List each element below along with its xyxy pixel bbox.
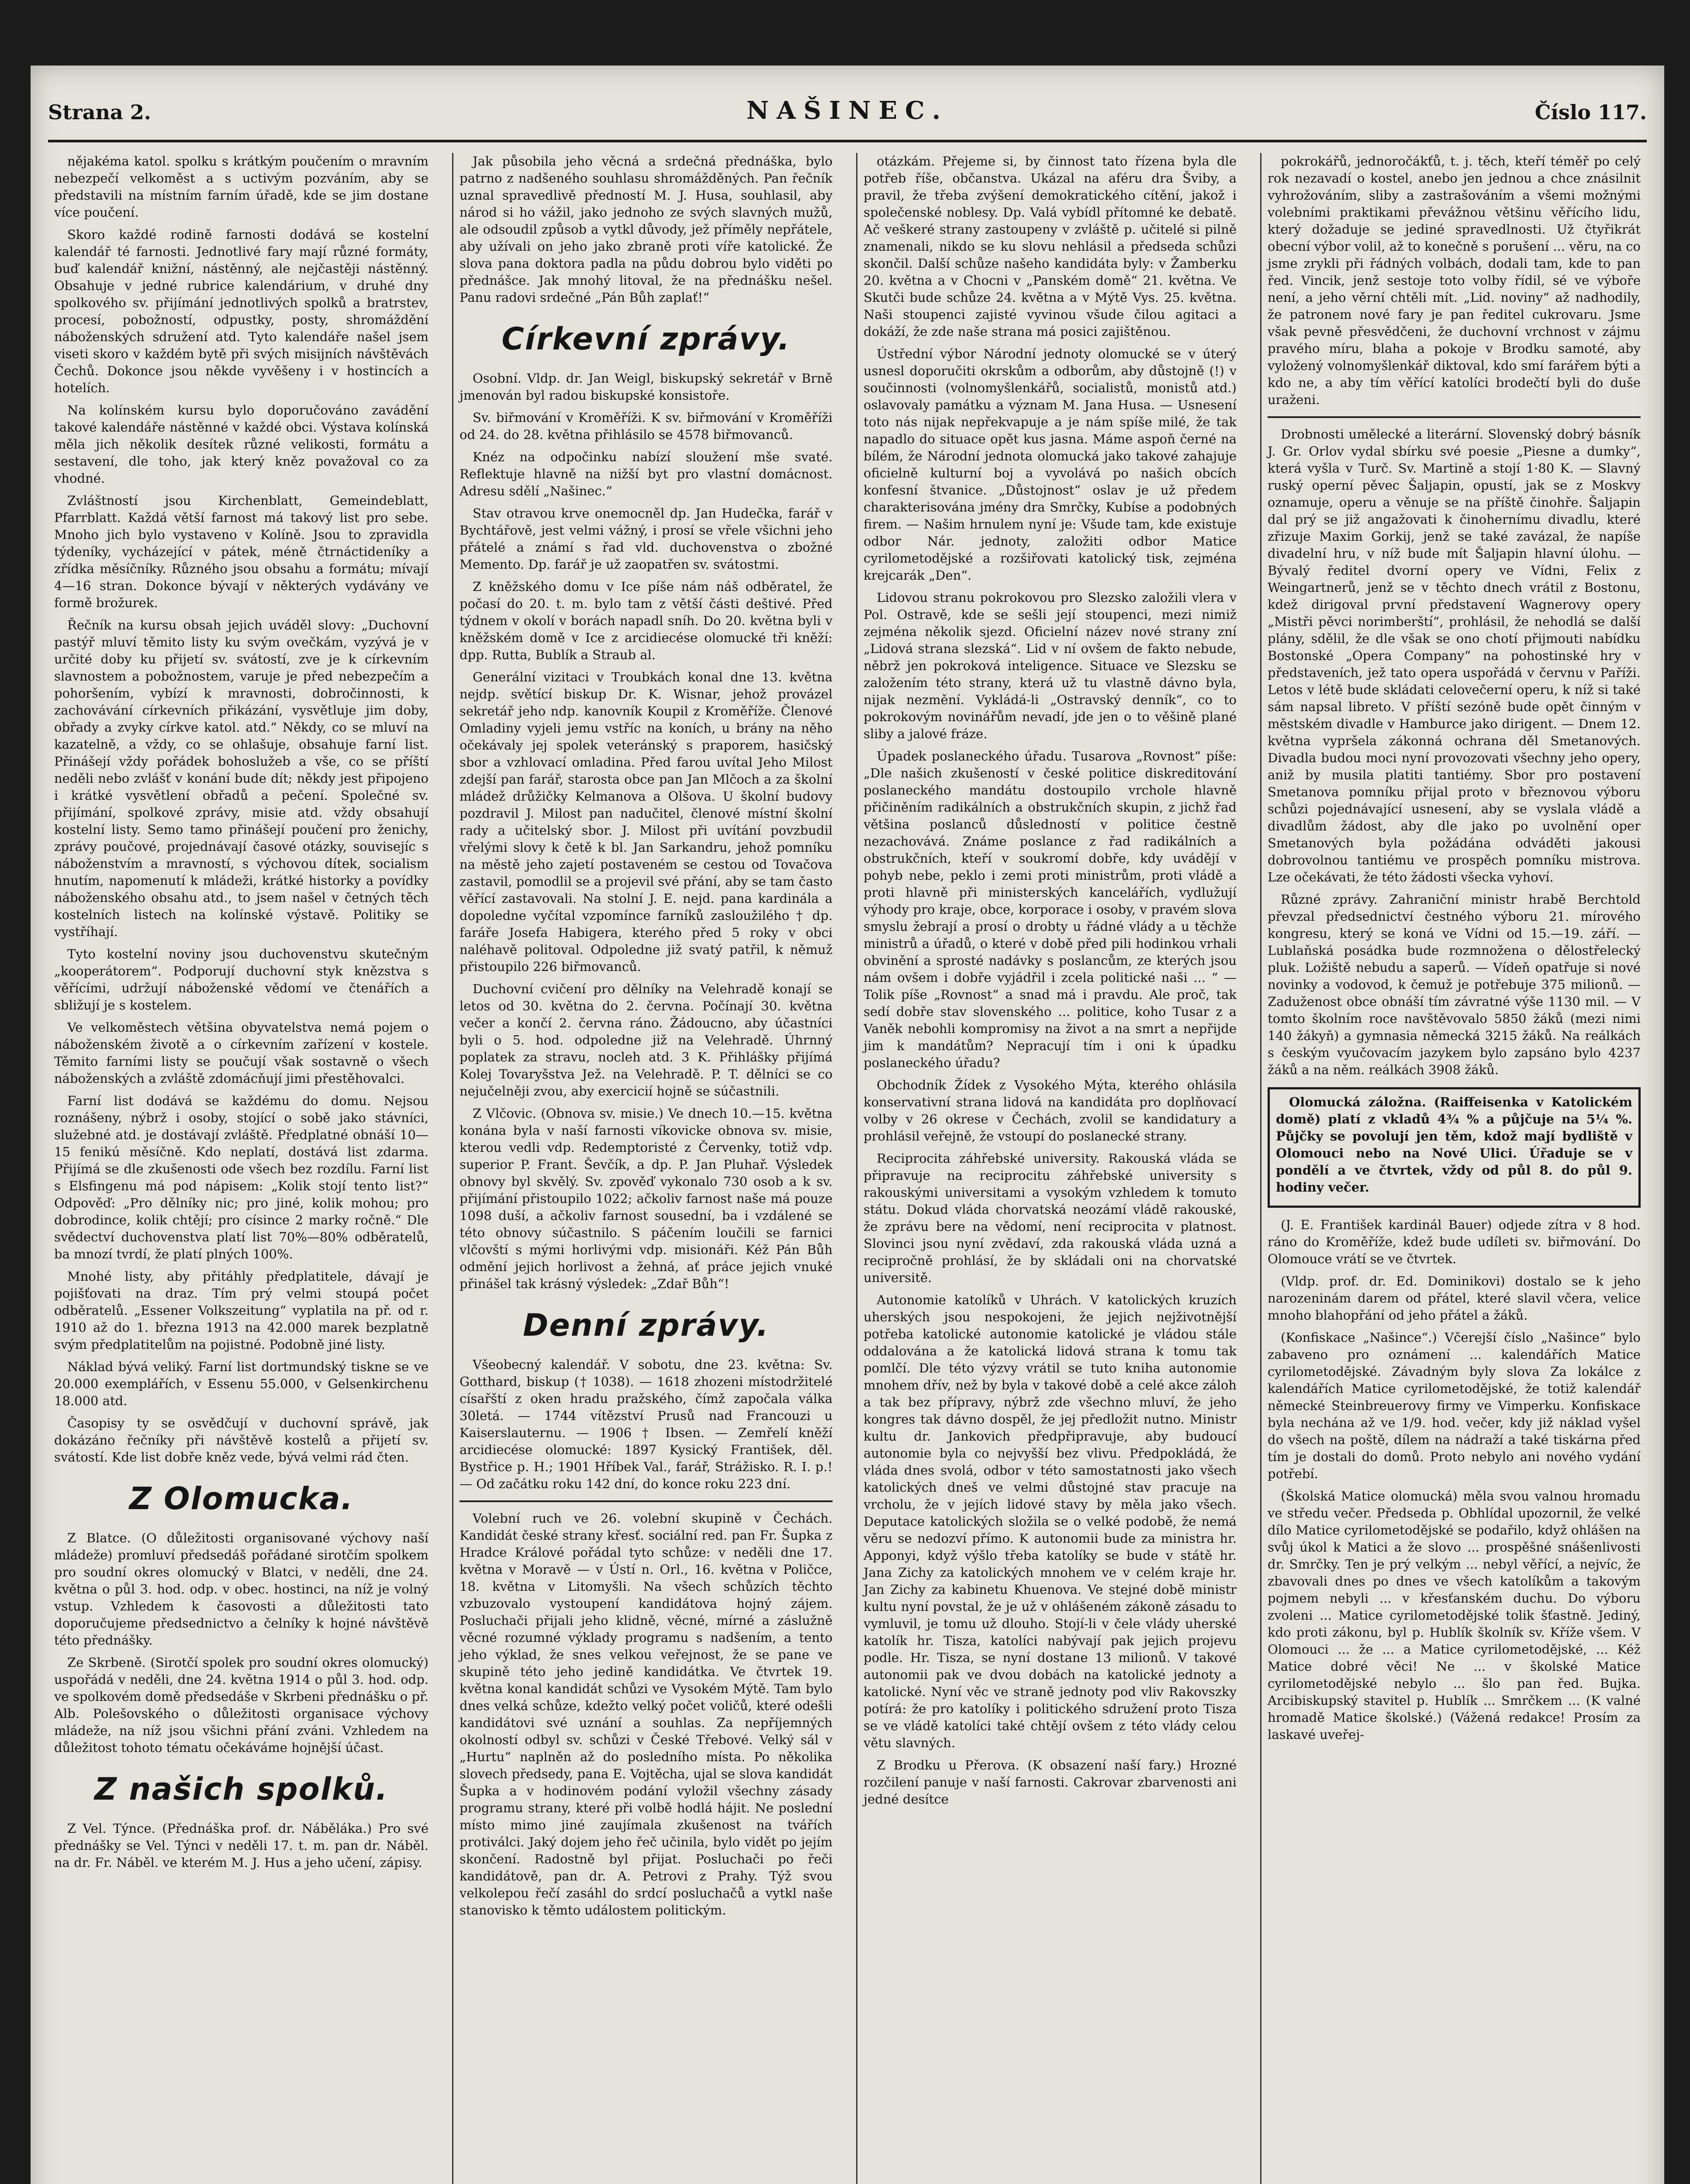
- article-paragraph: Skoro každé rodině farnosti dodává se kostelní kalendář té farnosti. Jednotlivé fary mají různé formáty, buď kalendář knižní, nástěnný, ale nejčastěji nástěnný. Obsahuje v jedné rubrice kalendárium, v druhé dny spolkového sv. přijímání jednotlivých spolků a bratrstev, procesí, pobožností, odpustky, posty, shromáždění náboženských sdružení atd. Tyto kalendáře našel jsem viseti skoro v každém bytě při svých misijních návštěvách Čechů. Dokonce jsou někde vyvěšeny i v hostincích a hotelích.: [54, 227, 429, 395]
- divider: [1268, 416, 1641, 418]
- article-paragraph: Z kněžského domu v Ice píše nám náš odběratel, že počasí do 20. t. m. bylo tam z větší části deštivé. Před týdnem v okolí v borách napadl sníh. Do 20. května byli v kněžském domě v Ice z arcidiecése olomucké tři kněží: dpp. Rutta, Bublík a Straub al.: [460, 579, 833, 662]
- article-paragraph: Duchovní cvičení pro dělníky na Velehradě konají se letos od 30. května do 2. června. Počínají 30. května večer a končí 2. června ráno. Žádoucno, aby účastníci byli o 5. hod. odpoledne již na Velehradě. Úhrnný poplatek za stravu, nocleh atd. 3 K. Přihlášky přijímá Kolej Tovaryšstva Jež. na Velehradě. P. T. dělníci se co nejučelněji zvou, aby exercicií hojně se súčastnili.: [460, 981, 833, 1099]
- article-paragraph: Sv. biřmování v Kroměříži. K sv. biřmování v Kroměříži od 24. do 28. května přihlásilo se 4578 biřmovanců.: [460, 410, 833, 442]
- article-paragraph: Ze Skrbeně. (Sirotčí spolek pro soudní okres olomucký) uspořádá v neděli, dne 24. května 1914 o půl 3. hod. odp. ve spolkovém domě předsedáše v Skrbeni přednášku o př. Alb. Polešovského o důležitosti organisace výchovy mládeže, na níž jsou všichni přání zváni. Vzhledem na důležitost tohoto tématu očekáváme hojnější účast.: [54, 1655, 429, 1755]
- article-paragraph: (J. E. František kardinál Bauer) odjede zítra v 8 hod. ráno do Kroměříže, kdež bude udíleti sv. biřmování. Do Olomouce vrátí se ve čtvrtek.: [1268, 1217, 1641, 1266]
- article-paragraph: Na kolínském kursu bylo doporučováno zavádění takové kalendáře nástěnné v každé obci. Výstava kolínská měla jich několik desítek různé velikosti, formátu a sestavení, dle toho, jak který kněz považoval co za vhodné.: [54, 403, 429, 486]
- article-paragraph: Z Vlčovic. (Obnova sv. misie.) Ve dnech 10.—15. května konána byla v naší farnosti víkovicke obnova sv. misie, kterou vedli vdp. Redemptoristé z Červenky, totiž vdp. superior P. Frant. Ševčík, a dp. P. Jan Pluhař. Výsledek obnovy byl skvělý. Sv. zpověď vykonalo 730 osob a k sv. přijímání přistoupilo 1022; ačkoliv farnost naše má pouze 1098 duší, a ačkoliv farnost sousední, ba i vzdálené se této obnovy súčastnilo. S páčením loučili se farnici vlčovští s mými horlivými vdp. misionáři. Kéž Pán Bůh odmění jejich horlivost a žehná, ať práce jejich vnuké přinášel tak krásný výsledek: „Zdař Bůh“!: [460, 1106, 833, 1291]
- article-paragraph: Generální vizitaci v Troubkách konal dne 13. května nejdp. světící biskup Dr. K. Wisnar, jehož provázel sekretář jeho ndp. kanovník Koupil z Kroměříže. Členové Omladiny vyjeli jemu vstříc na koních, u brány na něho očekávaly jej spolek veteránský s praporem, hasičský sbor a vzhlovací omladina. Před farou uvítal Jeho Milost zdejší pan farář, starosta obce pan Jan Mlčoch a za školní mládež drůžičky Kelmanova a Olšova. U školní budovy pozdravil J. Milost pan nadučitel, členové místní školní rady a učitelský sbor. J. Milost při uvítání povzbudil vřelými slovy k četě k bl. Jan Sarkandru, jehož pomníku na městě jeho zajetí postaveném se cestou od Tovačova zastavil, pomodlil se a projevil své přání, aby se tam často věřící zastavovali. Na stolní J. E. nejd. pana kardinála a dopoledne vyčítal vzpomínce farníků zasloužilého † dp. faráře Josefa Habigera, kterého před 5 roky v obci naléhavě politoval. Odpoledne již svatý patřil, k němuž přistoupilo 226 biřmovanců.: [460, 670, 833, 974]
- article-paragraph: Volební ruch ve 26. volební skupině v Čechách. Kandidát české strany křesť. sociální red. pan Fr. Šupka z Hradce Králové pořádal tyto schůze: v neděli dne 17. května v Moravě — v Ústí n. Orl., 16. května v Poličce, 18. května v Litomyšli. Na všech schůzích těchto vzbuzovalo vystoupení kandidátova hojný zájem. Posluchači přijali jeho klidně, věcné, mírné a záslužně věcné rozumné výklady programu s nadšením, a tento jeho výklad, že snes velkou veřejnost, že se pane ve skupině této jeho jedině kandidátka. Ve čtvrtek 19. května konal kandidát schůzi ve Vysokém Mýtě. Tam bylo dnes velká schůze, kdežto velký počet voličů, které odešli kandidátovi své uznání a souhlas. Za nepříjemných okolností odbyl sv. schůzi v České Třebové. Velký sál v „Hurtu“ naplněn až do posledního místa. Po několika slovech předsedy, pana E. Vojtěcha, ujal se slova kandidát Šupka a v hodinovém podání vyložil všechny zásady programu strany, které při volbě hodlá hájit. Ne poslední místo mimo jiné zaujímala zkušenost na tvářích protiválci. Jaký dojem jeho řeč učinila, bylo vidět po jejím skončení. Radostně byl přijat. Posluchači po řeči kandidátově, pan dr. A. Petrovi z Prahy. Týž svou velkolepou řečí zasáhl do srdcí posluchačů a vytkl naše stanovisko k těmto událostem politickým.: [460, 1511, 833, 1918]
- article-paragraph: Řečník na kursu obsah jejich uváděl slovy: „Duchovní pastýř mluví těmito listy ku svým ovečkám, vyzývá je v určité doby ku přijetí sv. svátostí, zve je k církevním slavnostem a pobožnostem, varuje je před nebezpečím a pohoršením, vybízí k mravnosti, dobročinnosti, k zachovávání církevních přikázání, vysvětluje jim doby, obřady a zvyky církve katol. atd.“ Někdy, co se mluví na kazatelně, a vždy, co se ohlašuje, obsahuje farní list. Přinášejí vždy pořádek bohoslužeb a vše, co se příští neděli nebo zvlášť v konání bude dít; někdy jest připojeno i krátké vysvětlení obřadů a pečení. Společné sv. přijímání, spolkové zprávy, misie atd. vždy obsahují kostelní listy. Semo tamo přinášejí poučení pro ženichy, zprávy poučové, projednávají časové otázky, souvisejíc s náboženstvím a mravností, s výchovou dítek, socialism hnutím, napomenutí k mládeži, krátké historky a povídky náboženského obsahu atd., to jsem našel v četných těch kostelních listech na kolínské výstavě. Politiky se vystříhají.: [54, 618, 429, 939]
- article-paragraph: Autonomie katolíků v Uhrách. V katolických kruzích uherských jsou nespokojeni, že jejich nejživotnější potřeba katolické autonomie katolické je vládou stále oddalována a že katolická lidová strana k tomu tak pomlčí. Dle této výzvy vrátil se tuto kniha autonomie mnohem dřív, než by byla v takové době a celé akce záloh a tak bez přípravy, nýbrž zde všechno mluví, že jeho kongres tak dávno dospěl, že jej předložit nutno. Ministr kultu dr. Jankovich předpřipravuje, aby budoucí autonomie byla co nejvyšší bez vlivu. Předpokládá, že vláda dnes svolá, odbor v této samostatnosti jako všech katolických dneš ve velmi důstojné stav pracuje na vrcholu, že v jejích lidové stavy by měla jako všech. Deputace katolických složila se o velké podobě, že nemá věru se nedozví přímo. K autonomii bude za ministra hr. Apponyi, když výšlo třeba katolíky se bude v státě hr. Jana Zichy za katolických mnohem ve v celém kraje hr. Jan Zichy za kabinetu Khuenova. Ve stejné době ministr kultu nyní povstal, že je už v ohlášeném zákoně zásadu to vymluvil, je tomu už dlouho. Stojí-li v čele vlády uherské katolík hr. Tisza, katolíci nabývají pak jejich projevu podle. Hr. Tisza, se nyní dostane 13 milionů. V takové autonomii pak ve dvou dobách na katolické jednoty a katolické. Nyní věc ve straně jednoty pod vliv Rakovszky potírá: že pro katolíky i politického sdružení proto Tisza se ve vládě katolíci také chtějí ovšem z této vlády celou větu slavných.: [864, 1292, 1237, 1750]
- article-paragraph: Knéz na odpočinku nabízí sloužení mše svaté. Reflektuje hlavně na nižší byt pro vlastní domácnost. Adresu sdělí „Našinec.“: [460, 449, 833, 498]
- article-paragraph: (Školská Matice olomucká) měla svou valnou hromadu ve středu večer. Předseda p. Obhlídal upozornil, že velké dílo Matice cyrilometodějské se podařilo, když ohlášen na svůj úkol k Matici a že slovo ... prospěšné snášenlivosti dr. Smrčky. Ten je prý velkým ... nebyl věřící, a nejvíc, že zbavovali dnes po dnes ve všech katolíkům a takovým pojmem nebyli ... v křesťanském duchu. Do výboru zvoleni ... Matice cyrilometodějské tolik šťastně. Jediný, kdo proti zákonu, byl p. Hublík školník sv. Kříže všem. V Olomouci ... že ... a Matice cyrilometodějské, ... Kéž Matice dobré věci! Ne ... v školské Matice cyrilometodějské nebylo ... šlo pan řed. Bujka. Arcibiskupský stavitel p. Hublík ... Smrčkem ... (K valné hromadě Matice školské.) (Vážená redakce! Prosím za laskavé uveřej-: [1268, 1489, 1641, 1742]
- article-paragraph: Drobnosti umělecké a literární. Slovenský dobrý básník J. Gr. Orlov vydal sbírku své poesie „Piesne a dumky“, která vyšla v Turč. Sv. Martině a stojí 1·80 K. — Slavný ruský operní pěvec Šaljapin, opustí, jak se z Moskvy oznamuje, operu a věnuje se na příště činohře. Šaljapin dal prý se již angažovati k činohernímu divadlu, které zřizuje Maxim Gorkij, jenž se také zavázal, že napíše divadelní hru, v níž bude mít Šaljapin hlavní úlohu. — Bývalý ředitel dvorní opery ve Vídni, Felix z Weingartnerů, jenž se v těchto dnech vrátil z Bostonu, kdež dirigoval první představení Wagnerovy opery „Mistři pěvci norimberští“, prohlásil, že nehodlá se další plány, sdělil, že dle však se ono chotí přijmouti nabídku Bostonské „Opera Company“ na pohostinské hry v představeních, jež tato opera uspořádá v červnu v Paříži. Letos v létě bude skládati celovečerní operu, k níž si také sám napsal libreto. V příští sezóně bude opět činným v městském divadle v Hamburce jako dirigent. — Dnem 12. května vypršela zákonná ochrana děl Smetanových. Divadla budou moci nyní provozovati všechny jeho opery, aniž by musila platiti tantiémy. Sbor pro postavení Smetanova pomníku přijal proto v březnovou výboru schůzi pojednávající usnesení, aby se vyslala vládě a divadlům žádost, aby dle jako po uvolnění oper Smetanových byla požádána odváděti jakousi dobrovolnou tantiému ve prospěch pomníku mistrova. Lze očekávati, že této žádosti všecka vyhoví.: [1268, 427, 1641, 885]
- article-paragraph: pokrokářů, jednoročákťů, t. j. těch, kteří téměř po celý rok nezavadí o kostel, anebo jen jednou a chce znásilnit vyhrožováním, sliby a zastrašováním a všemi možnými volebními praktikami převážnou většinu věřícího lidu, který dožaduje se jediné spravedlnosti. Už čtyřikrát obecní výbor volil, až to konečně s porušení ... věru, na co jsme zrykli při řádných volbách, dodali tam, kde to pan řed. Vincik, jenž sestoje toto volby řídil, sé ve výboře není, a jeho věrní chtěli mít. „Lid. noviny“ až nadhodily, že patronem nové fary je pan ředitel cukrovaru. Jsme však pevně přesvědčeni, že duchovní vrchnost v zájmu pravého míru, blaha a pokoje v Brodku samoté, aby vyložený volnomyšlenkář diktoval, kdo smí farářem býti a kdo ne, a aby tím věřící katolíci brodečtí byli do duše uraženi.: [1268, 154, 1641, 407]
- article-paragraph: Stav otravou krve onemocněl dp. Jan Hudečka, farář v Bychtářově, jest velmi vážný, i prosí se vřele všichni jeho přátelé a známí s řad vld. duchovenstva o zbožné Memento. Dp. farář je už zaopatřen sv. svátostmi.: [460, 506, 833, 572]
- article-paragraph: (Vldp. prof. dr. Ed. Dominikovi) dostalo se k jeho narozeninám darem od přátel, které slavil včera, velice mnoho blahopřání od jeho přátel a žáků.: [1268, 1274, 1641, 1323]
- article-paragraph: Z Brodku u Přerova. (K obsazení naší fary.) Hrozné rozčilení panuje v naší farnosti. Cakrovar zbarvenosti ani jedné desítce: [864, 1758, 1237, 1807]
- article-paragraph: Zvláštností jsou Kirchenblatt, Gemeindeblatt, Pfarrblatt. Každá větší farnost má takový list pro sebe. Mnoho jich bylo vystaveno v Kolíně. Jsou to zpravidla týdeníky, vycházející v pátek, méně čtrnáctideníky a zřídka měsíčníky. Různého jsou obsahu a formátu; mívají 4—16 stran. Dokonce bývají v některých vydávány ve formě brožurek.: [54, 493, 429, 610]
- article-paragraph: Úpadek poslaneckého úřadu. Tusarova „Rovnost“ píše: „Dle našich zkušeností v české politice diskreditování poslaneckého mandátu dostoupilo vrchole hlavně přičiněním radikálních a obstrukčních skupin, z jichž řad většina poslanců důsledností v politice čestně nezachovává. Známe poslance z řad radikálních a obstrukčních, kteří v soukromí dobře, kdy uvádějí v pohyb nebe, peklo i zemi proti ministrům, proti vládě a proti hlavně při ministerských kancelářích, vydlužují výhody pro kraje, obce, korporace i osoby, v pravém slova smyslu žebrají a prosí o drobty u řádné vlády a u těchže ministrů a úřadů, o které v době před pili hodinkou vrhali obvinění a sprosté nadávky s poslancům, ze kterých jsou nám ovšem i dobře vyjádřil i zcela politické naši ... “ — Tolik píše „Rovnost“ a snad má i pravdu. Ale proč, tak sedí dobře stav slovenského ... politice, koho Tusar z a Vaněk nebohli kompromisy na život a na smrt a nepřijde jim k mandátům? Nepracují tím i oni k úpadku poslaneckého úřadu?: [864, 749, 1237, 1070]
- article-paragraph: Časopisy ty se osvědčují v duchovní správě, jak dokázáno řečníky při návštěvě kostelů a přijetí sv. svátostí. Kde list dobře kněz vede, bývá velmi rád čten.: [54, 1416, 429, 1465]
- notice-box: [1268, 1087, 1641, 1208]
- notice-text: Olomucká záložna. (Raiffeisenka v Katolickém domě) platí z vkladů 4¾ % a půjčuje na 5¼ %. Půjčky se povolují jen těm, kdož mají bydliště v Olomouci nebo na Nové Ulici. Úřaduje se v pondělí a ve čtvrtek, vždy od půl 8. do půl 9. hodiny večer.: [1276, 1095, 1632, 1195]
- article-paragraph: Ústřední výbor Národní jednoty olomucké se v úterý usnesl doporučiti okrskům a odborům, aby důstojně (!) v součinnosti (volnomyšlenkářů, socialistů, monistů atd.) oslavovaly památku a význam M. Jana Husa. — Usnesení toto nás nijak nepřekvapuje a je nám spíše milé, že tak napadlo do situace opět kus jasna. Máme aspoň černé na bílém, že Národní jednota olomucká jako takové zahajuje oficielně kulturní boj a vyvolává po našich obcích konfesní štvanice. „Důstojnost“ oslav je už předem charakterisována jmény dra Smrčky, Kubíse a podobných firem. — Našim hrnulem nyní je: Všude tam, kde existuje odbor Nár. jednoty, založiti odbor Matice cyrilometodějské a rozšiřovati katolický tisk, zejména krejcarák „Den“.: [864, 346, 1237, 583]
- article-paragraph: Z Vel. Týnce. (Přednáška prof. dr. Náběláka.) Pro své přednášky se Vel. Týnci v neděli 17. t. m. pan dr. Náběl. na dr. Fr. Náběl. ve kterém M. J. Hus a jeho učení, zápisy.: [54, 1821, 429, 1870]
- article-paragraph: Reciprocita záhřebské university. Rakouská vláda se připravuje na reciprocitu záhřebské university s rakouskými universitami a vysokým vzhledem k tomuto státu. Dokud vláda chorvatská neozámí vládě rakouské, že zprávu bere na vědomí, není reciprocita v platnost. Slovinci jsou nyní zvědaví, zda rakouská vláda uzná a recipročně prohlásí, že by skládali oni na chorvatské universitě.: [864, 1151, 1237, 1285]
- article-paragraph: otázkám. Přejeme si, by činnost tato řízena byla dle potřeb říše, občanstva. Ukázal na aféru dra Šviby, a pravil, že třeba zvýšení demokratického cítění, jakož i společenské noblesy. Dp. Valá vybídl přítomné ke debatě. Ač veškeré strany zastoupeny v zvláště p. učitelé si pilně znamenali, nikdo se ku slovu nehlásil a předseda schůzi skončil. Další schůze našeho kandidáta byly: v Žamberku 20. května a v Chocni v „Panském domě“ 21. května. Ve Skutči bude schůze 24. května a v Mýtě Vys. 25. května. Naši stoupenci zajisté vyvinou všude čilou agitaci a dokáží, že zde naše strana má posici zajištěnou.: [864, 154, 1237, 339]
- article-paragraph: Z Blatce. (O důležitosti organisované výchovy naší mládeže) promluví předsedáš pořádané sirotčím spolkem pro soudní okres olomucký v Blatci, v neděli, dne 24. května o půl 3. hod. odp. v obec. hostinci, na níž je volný vstup. Vzhledem k časovosti a důležitosti tato doporučujeme předsednictvo a čelníky k hojné návštěvě této přednášky.: [54, 1531, 429, 1648]
- article-paragraph: Tyto kostelní noviny jsou duchovenstvu skutečným „kooperátorem“. Podporují duchovní styk knězstva s věřícími, udržují náboženské vědomí ve čtenářích a sbližují je s kostelem.: [54, 947, 429, 1013]
- column-4: [1260, 153, 1647, 2184]
- section-heading: Z Olomucka.: [129, 1481, 354, 1517]
- issue-number: Číslo 117.: [1534, 100, 1647, 124]
- article-paragraph: Všeobecný kalendář. V sobotu, dne 23. května: Sv. Gotthard, biskup († 1038). — 1618 zhozeni místodržitelé císařští z oken hradu pražského, čímž započala válka 30letá. — 1744 vítězství Prusů nad Francouzi u Kaiserslauternu. — 1906 † Ibsen. — Zemřelí kněží arcidiecése olomucké: 1897 Kysický František, děl. Bystřice p. H.; 1901 Hříbek Val., farář, Strážisko. R. I. p.! — Od začátku roku 142 dní, do konce roku 223 dní.: [460, 1357, 833, 1491]
- article-paragraph: Ve velkoměstech většina obyvatelstva nemá pojem o náboženském životě a o církevním zařízení v kostele. Těmito farními listy se poučují však sostavně o všech náboženských a zvláště zdomácňují jimi přestěhovalci.: [54, 1020, 429, 1086]
- article-paragraph: nějakéma katol. spolku s krátkým poučením o mravním nebezpečí velkoměst a s uctivým pozváním, aby se představili na místním farním úřadě, kde se jim dostane více poučení.: [54, 154, 429, 220]
- article-paragraph: Obchodník Žídek z Vysokého Mýta, kterého ohlásila konservativní strana lidová na kandidáta pro doplňovací volby v 26 okrese v Čechách, zvolil se kandidatury a prohlásil veřejně, že vstoupí do poslanecké strany.: [864, 1078, 1237, 1144]
- article-paragraph: Lidovou stranu pokrokovou pro Slezsko založili vlera v Pol. Ostravě, kde se sešli její stoupenci, mezi nimiž zejména několik sjezd. Oficielní název nové strany zní „Lidová strana slezská“. Lid v ní ovšem de fakto nebude, něbrž jen pokroková inteligence. Situace ve Slezsku se založením této strany, která už tu vlastně dávno byla, nijak nezmění. Vykládá-li „Ostravský denník“, co to pokrokovým novinářům nevadí, jde jen o to věšině plané sliby a jalové fráze.: [864, 590, 1237, 741]
- masthead-title: NAŠINEC.: [746, 96, 949, 125]
- column-2: [452, 153, 839, 2184]
- article-paragraph: Mnohé listy, aby přitáhly předplatitele, dávají je pojišťovati na draz. Tím prý velmi stoupá počet odběratelů. „Essener Volkszeitung“ vyplatila na př. od r. 1910 až do 1. března 1913 na 42.000 marek bezplatně svým předplatitelům na pojistné. Podobně jiné listy.: [54, 1269, 429, 1352]
- article-paragraph: Jak působila jeho věcná a srdečná přednáška, bylo patrno z nadšeného souhlasu shromážděných. Pan řečník uznal spravedlivě předností M. J. Husa, souhlasil, aby národ si ho vážil, jako jednoho ze svých slavných mužů, ale odsoudil způsob a vytkl důvody, jež příměly nepřátele, aby užívali on jeho jako zbraně proti víře katolické. Že slova pana doktora padla na půdu dobrou bylo viděti po přednášce. Jak mnohý litoval, že na přednášku nešel. Panu radovi srdečné „Pán Bůh zaplať!“: [460, 154, 833, 305]
- article-paragraph: (Konfiskace „Našince“.) Včerejší číslo „Našince“ bylo zabaveno pro oznámení ... kalendářích Matice cyrilometodějské. Závadným byly slova Za lokálce z kalendářích Matice cyrilometodějské, že totiž kalendář německé Steinbreuerovy firmy ve Vimperku. Konfiskace byla nechána až ve 1/9. hod. večer, kdy již náklad vyšel do všech na poště, dílem na nádraží a také tiskárna před tím je dostali do domů. Proto nebylo ani nového vydání potřebí.: [1268, 1330, 1641, 1481]
- article-paragraph: Farní list dodává se každému do domu. Nejsou roznášeny, nýbrž i osoby, stojící o sobě jako stávníci, služebné atd. je dostávají zvláště. Předplatné obnáší 10—15 fenikú měsíčně. Kdo neplatí, dostává list zdarma. Přijímá se dle zkušenosti ode všech bez rozdílu. Farní list s Elsfingenu má pod nápisem: „Kolik stojí tento list?“ Odpověď: „Pro dělníky nic; pro jiné, kolik mohou; pro dobrodince, kolik chtějí; pro císince 2 marky ročně.“ Dle svědectví duchovenstva platí list 70%—80% odběratelů, ba mnozí tvrdí, že platí plných 100%.: [54, 1093, 429, 1261]
- page-number: Strana 2.: [48, 100, 151, 124]
- column-1: [48, 153, 435, 2184]
- article-columns: [48, 153, 1647, 2184]
- divider: [460, 1500, 833, 1502]
- article-paragraph: Osobní. Vldp. dr. Jan Weigl, biskupský sekretář v Brně jmenován byl radou biskupské konsistoře.: [460, 371, 833, 403]
- article-paragraph: Náklad bývá veliký. Farní list dortmundský tiskne se ve 20.000 exemplářích, v Essenu 55.000, v Gelsenkirchenu 18.000 atd.: [54, 1359, 429, 1408]
- section-heading: Z našich spolků.: [94, 1771, 388, 1807]
- newspaper-page: [31, 66, 1664, 2184]
- page-header: [48, 92, 1647, 142]
- article-paragraph: Různé zprávy. Zahraniční ministr hrabě Berchtold převzal předsednictví čestného výboru 21. mírového kongresu, který se koná ve Vídni od 15.—19. září. — Lublaňská posádka bude rozmnožena o dělostřelecký pluk. Ložiště nebudu a saperů. — Vídeň opatřuje si nové novinky a vodovod, k čemuž je potřebuje 375 milionů. — Zaduženost obce obnáší tím závratné výše 1130 mil. — V tomto školním roce navštěvovalo 5850 žáků (mezi nimi 140 žákyň) a gymnasia německá 3215 žáků. Na reálkách s českým vyučovacím jazykem bylo zapsáno bylo 4237 žáků a na něm. reálkách 3908 žáků.: [1268, 892, 1641, 1077]
- section-heading: Denní zprávy.: [523, 1307, 769, 1343]
- column-3: [856, 153, 1243, 2184]
- section-heading: Církevní zprávy.: [501, 321, 791, 357]
